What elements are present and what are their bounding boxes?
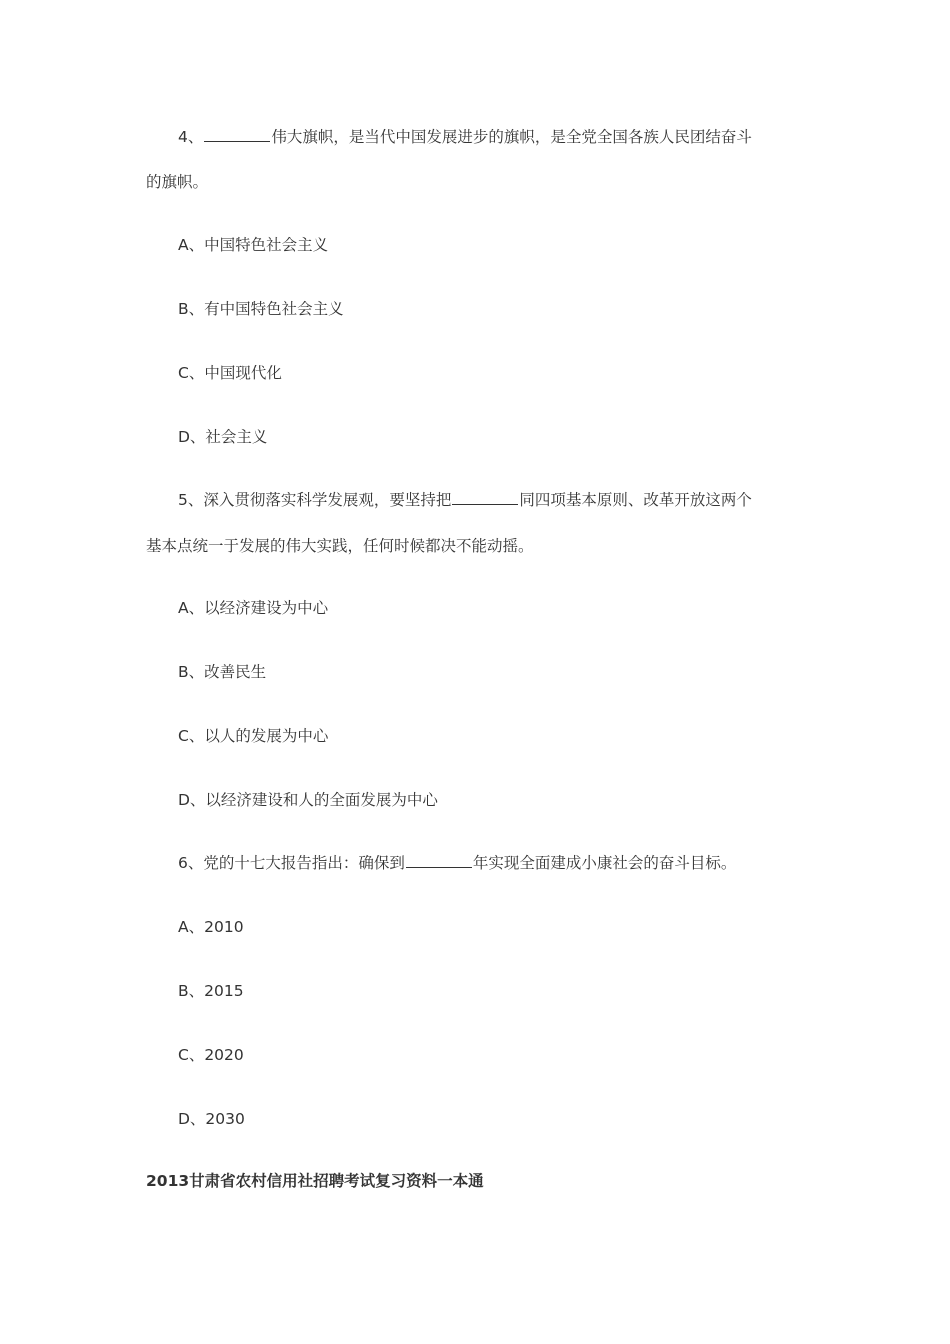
question-5-stem-line2: 基本点统一于发展的伟大实践，任何时候都决不能动摇。 — [146, 537, 534, 555]
question-4-stem-line1 — [178, 125, 838, 149]
document-footer-title: 2013甘肃省农村信用社招聘考试复习资料一本通 — [146, 1172, 484, 1190]
question-5-intro: 5、深入贯彻落实科学发展观，要坚持把 — [178, 491, 452, 509]
question-6-blank — [406, 853, 472, 868]
question-6-intro: 6、党的十七大报告指出：确保到 — [178, 854, 405, 872]
question-4-blank — [204, 127, 270, 142]
question-4-option-b: B、有中国特色社会主义 — [178, 300, 344, 318]
question-4-stem-line2: 的旗帜。 — [146, 173, 209, 191]
question-6-stem-text: 年实现全面建成小康社会的奋斗目标。 — [472, 854, 737, 872]
question-5-blank — [452, 490, 518, 505]
question-6-option-d: D、2030 — [178, 1110, 245, 1128]
question-6-option-b: B、2015 — [178, 982, 244, 1000]
question-5-option-b: B、改善民生 — [178, 663, 267, 681]
question-5-stem-text: 同四项基本原则、改革开放这两个 — [519, 491, 752, 509]
question-4-option-c: C、中国现代化 — [178, 364, 282, 382]
question-5-option-a: A、以经济建设为中心 — [178, 599, 329, 617]
question-5-option-c: C、以人的发展为中心 — [178, 727, 329, 745]
question-4-number: 4、 — [178, 128, 204, 146]
question-5-stem-line1 — [178, 488, 838, 512]
question-4-option-d: D、社会主义 — [178, 428, 268, 446]
question-4-stem-text: 伟大旗帜，是当代中国发展进步的旗帜，是全党全国各族人民团结奋斗 — [271, 128, 752, 146]
question-5-option-d: D、以经济建设和人的全面发展为中心 — [178, 791, 438, 809]
question-6-option-a: A、2010 — [178, 918, 244, 936]
question-6-stem-line1 — [178, 851, 838, 875]
question-6-option-c: C、2020 — [178, 1046, 244, 1064]
question-4-option-a: A、中国特色社会主义 — [178, 236, 329, 254]
